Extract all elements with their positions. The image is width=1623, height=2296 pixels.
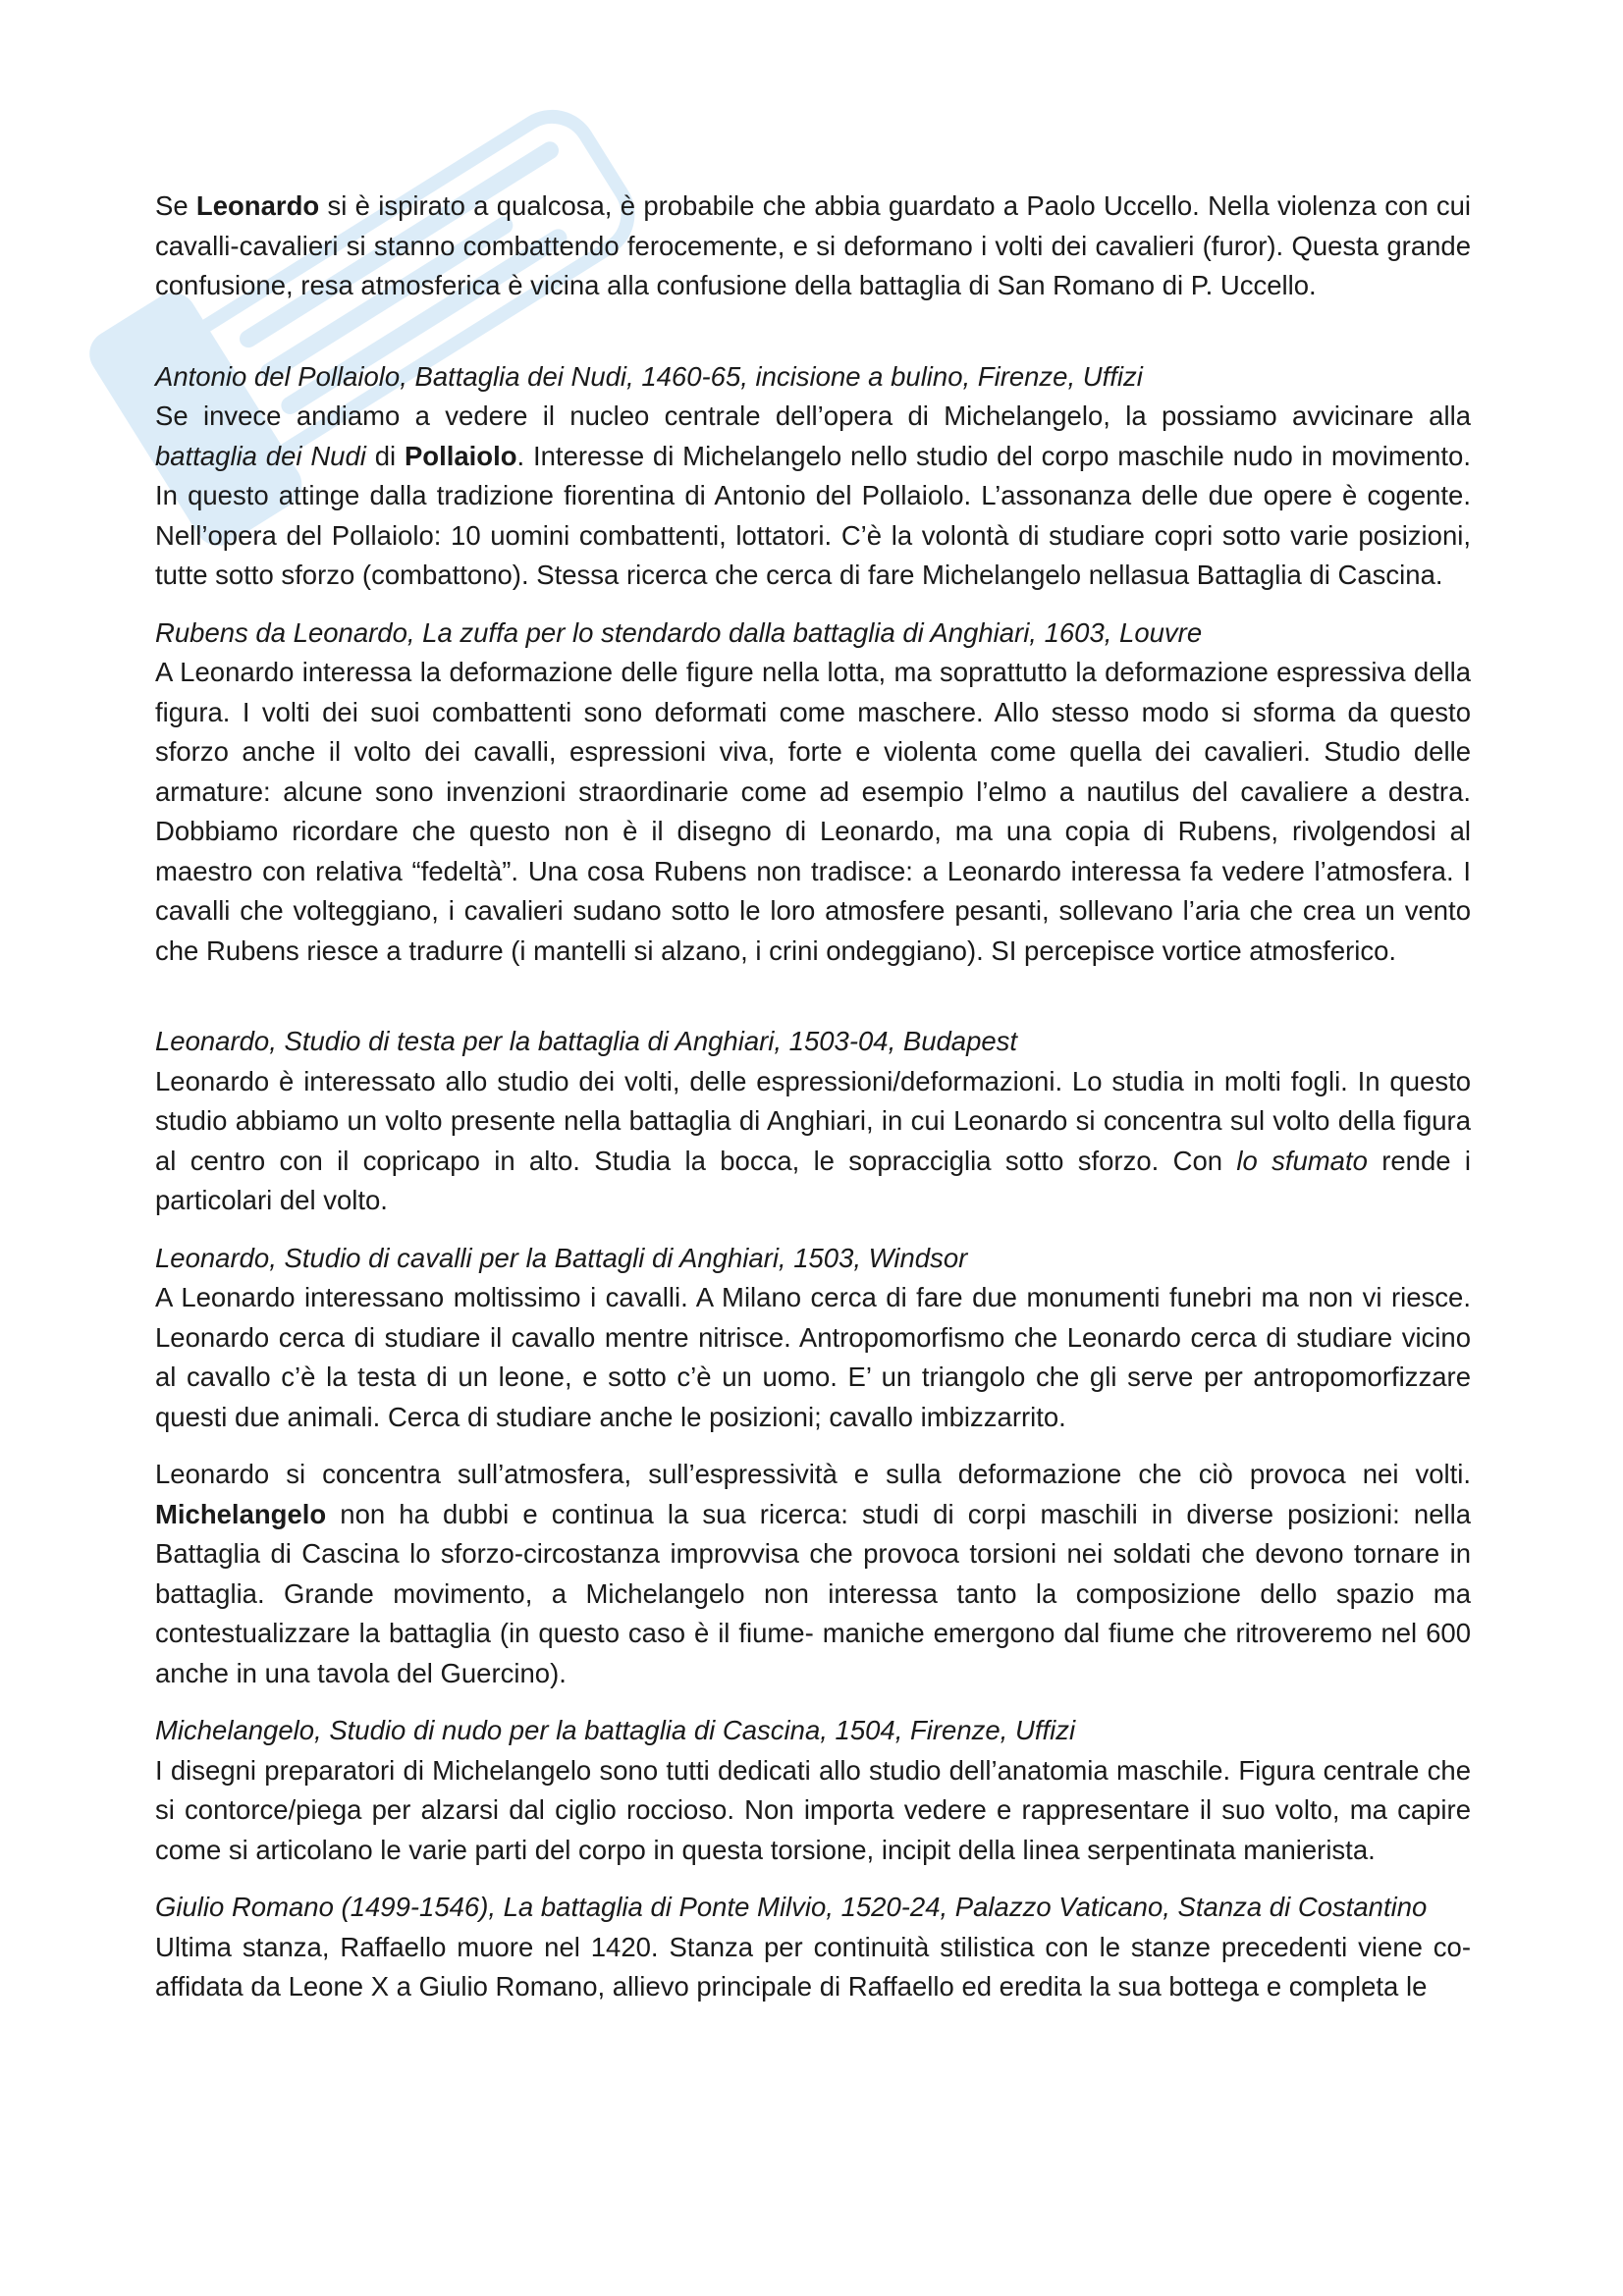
text-run: Leonardo si concentra sull’atmosfera, sull’espressività e sulla deformazione che ciò provoca nei volti. xyxy=(155,1459,1471,1489)
bold-name-pollaiolo: Pollaiolo xyxy=(404,440,517,471)
bold-name-michelangelo: Michelangelo xyxy=(155,1498,327,1529)
paragraph-michelangelo-nudo: I disegni preparatori di Michelangelo sono tutti dedicati allo studio dell’anatomia maschile. Figura centrale che si contorce/piega per alzarsi dal ciglio roccioso. Non importa vedere e rappresentare il suo volto, ma capire come si articolano le varie parti del corpo in questa torsione, incipit della linea serpentinata manierista. xyxy=(155,1754,1471,1865)
heading-michelangelo-nudo: Michelangelo, Studio di nudo per la battaglia di Cascina, 1504, Firenze, Uffizi xyxy=(155,1715,1076,1745)
text-run: . Interesse di Michelangelo nello studio del corpo maschile nudo in movimento. In questo attinge dalla tradizione fiorentina di Antonio del Pollaiolo. L’assonanza delle due opere è cogente. Nell’opera del Pollaiolo: 10 uomini combattenti, lottatori. C’è la volontà di studiare copri sotto varie posizioni, tutte sotto sforzo (combattono). Stessa ricerca che cerca di fare Michelangelo nellasua Battaglia di Cascina. xyxy=(155,440,1471,590)
paragraph-leonardo-uccello xyxy=(155,187,1471,306)
paragraph-pollaiolo xyxy=(155,397,1471,596)
paragraph-giulio-romano: Ultima stanza, Raffaello muore nel 1420. Stanza per continuità stilistica con le stanze precedenti viene co-affidata da Leone X a Giulio Romano, allievo principale di Raffaello ed eredita la sua bottega e completa le xyxy=(155,1931,1471,2002)
paragraph-michelangelo-ricerca xyxy=(155,1455,1471,1693)
heading-rubens: Rubens da Leonardo, La zuffa per lo stendardo dalla battaglia di Anghiari, 1603, Louvre xyxy=(155,616,1203,648)
text-run: si è ispirato a qualcosa, è probabile che abbia guardato a Paolo Uccello. Nella violenza con cui cavalli-cavalieri si stanno combattendo ferocemente, e si deformano i volti dei cavalieri (furor). Questa grande confusione, resa atmosferica è vicina alla confusione della battaglia di San Romano di P. Uccello. xyxy=(155,190,1471,300)
heading-leonardo-testa: Leonardo, Studio di testa per la battaglia di Anghiari, 1503-04, Budapest xyxy=(155,1026,1018,1056)
document-page xyxy=(155,187,1471,2007)
paragraph-rubens: A Leonardo interessa la deformazione delle figure nella lotta, ma soprattutto la deformazione espressiva della figura. I volti dei suoi combattenti sono deformati come maschere. Allo stesso modo si sforma da questo sforzo anche il volto dei cavalli, espressioni viva, forte e violenta come quella dei cavalieri. Studio delle armature: alcune sono invenzioni straordinarie come ad esempio l’elmo a nautilus del cavaliere a destra. Dobbiamo ricordare che questo non è il disegno di Leonardo, ma una copia di Rubens, rivolgendosi al maestro con relativa “fedeltà”. Una cosa Rubens non tradisce: a Leonardo interessa fa vedere l’atmosfera. I cavalli che volteggiano, i cavalieri sudano sotto le loro atmosfere pesanti, sollevano l’aria che crea un vento che Rubens riesce a tradurre (i mantelli si alzano, i crini ondeggiano). SI percepisce vortice atmosferico. xyxy=(155,657,1471,966)
text-run: Se invece andiamo a vedere il nucleo centrale dell’opera di Michelangelo, la possiamo avvicinare alla xyxy=(155,400,1471,431)
heading-pollaiolo: Antonio del Pollaiolo, Battaglia dei Nudi, 1460-65, incisione a bulino, Firenze, Uffizi xyxy=(155,360,1143,392)
italic-title: battaglia dei Nudi xyxy=(155,440,366,471)
paragraph-leonardo-cavalli: A Leonardo interessano moltissimo i cavalli. A Milano cerca di fare due monumenti funebri ma non vi riesce. Leonardo cerca di studiare il cavallo mentre nitrisce. Antropomorfismo che Leonardo cerca di studiare vicino al cavallo c’è la testa di un leone, e sotto c’è un uomo. E’ un triangolo che gli serve per antropomorfizzare questi due animali. Cerca di studiare anche le posizioni; cavallo imbizzarrito. xyxy=(155,1282,1471,1432)
text-run: Se xyxy=(155,190,196,221)
text-run: Leonardo è interessato allo studio dei volti, delle espressioni/deformazioni. Lo studia in molti fogli. In questo studio abbiamo un volto presente nella battaglia di Anghiari, in cui Leonardo si concentra sul volto della figura al centro con il copricapo in alto. Studia la bocca, le sopracciglia sotto sforzo. Con xyxy=(155,1065,1471,1176)
paragraph-leonardo-testa xyxy=(155,1062,1471,1221)
bold-name-leonardo: Leonardo xyxy=(195,190,320,221)
text-run: non ha dubbi e continua la sua ricerca: studi di corpi maschili in diverse posizioni: nella Battaglia di Cascina lo sforzo-circostanza improvvisa che provoca torsioni nei soldati che devono tornare in battaglia. Grande movimento, a Michelangelo non interessa tanto la composizione dello spazio ma contestualizzare la battaglia (in questo caso è il fiume- maniche emergono dal fiume che ritroveremo nel 600 anche in una tavola del Guercino). xyxy=(155,1498,1471,1688)
text-run: rende i particolari del volto. xyxy=(155,1145,1471,1215)
text-run: di xyxy=(365,440,405,471)
heading-giulio-romano: Giulio Romano (1499-1546), La battaglia di Ponte Milvio, 1520-24, Palazzo Vaticano, Stanza di Costantino xyxy=(155,1892,1428,1922)
heading-leonardo-cavalli: Leonardo, Studio di cavalli per la Battagli di Anghiari, 1503, Windsor xyxy=(155,1242,968,1273)
italic-term-sfumato: lo sfumato xyxy=(1236,1145,1368,1176)
